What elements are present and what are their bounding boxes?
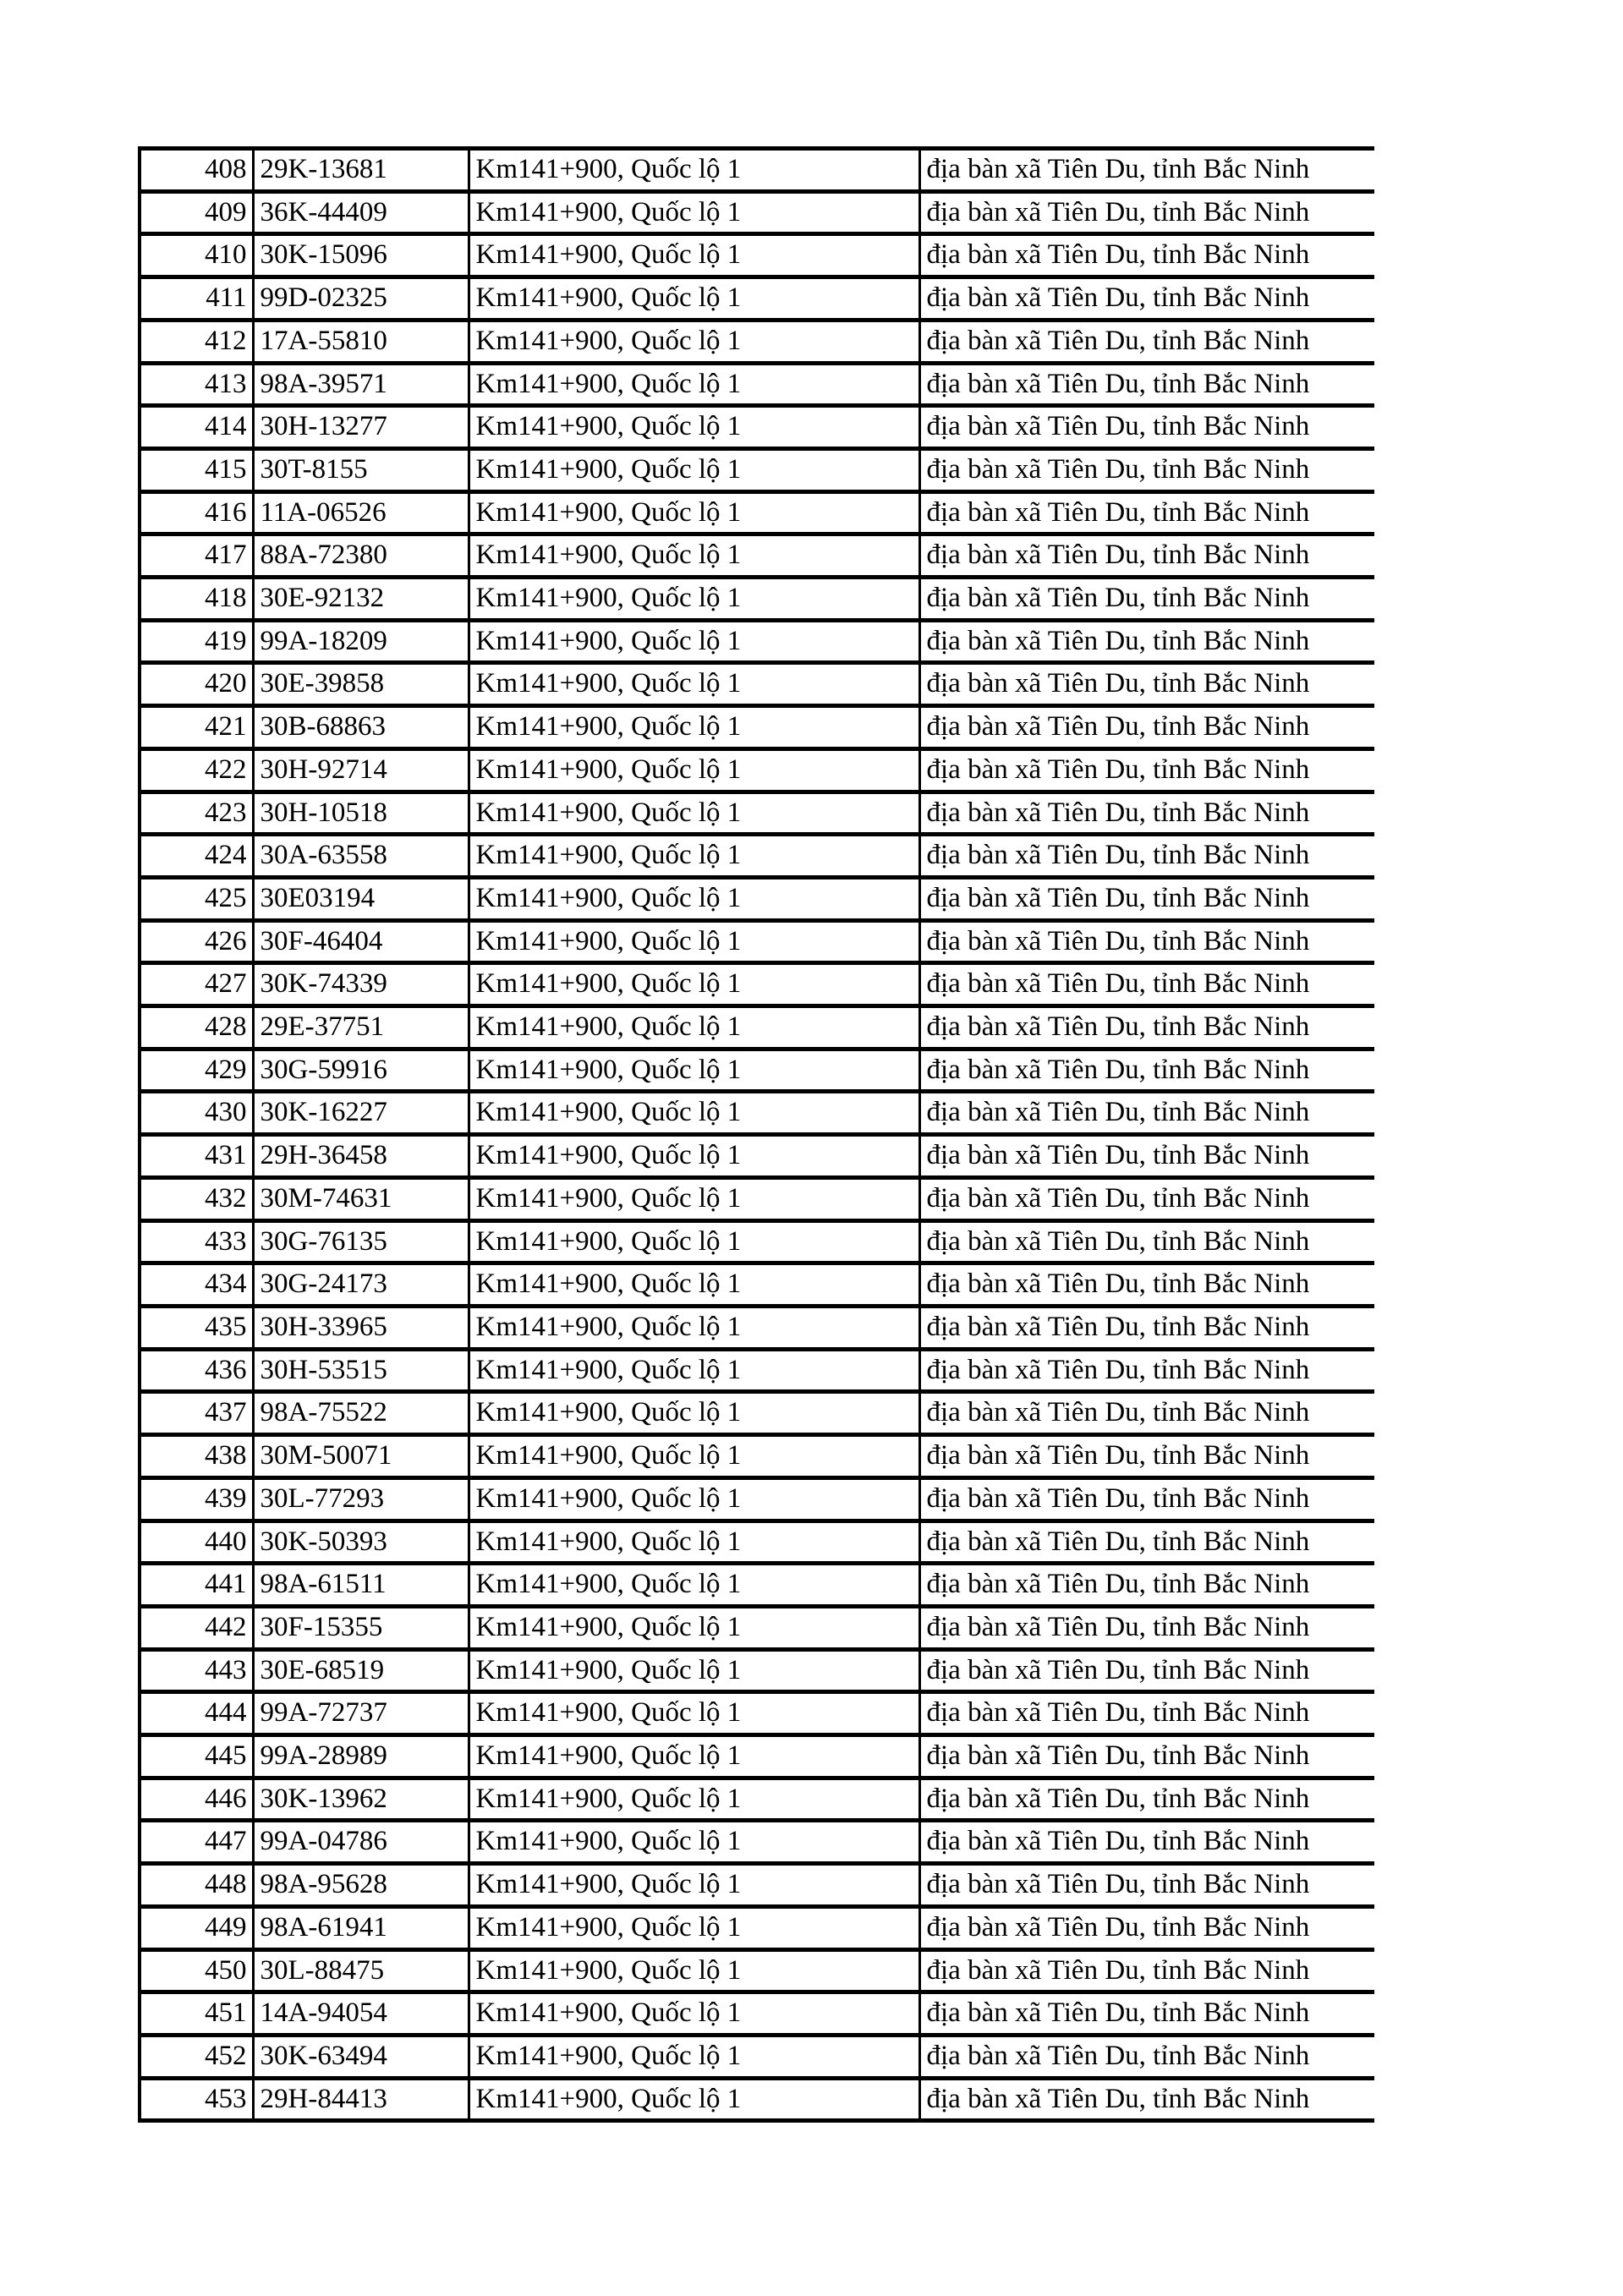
cell-index: 450 (140, 1949, 253, 1992)
cell-area: địa bàn xã Tiên Du, tỉnh Bắc Ninh (919, 578, 1374, 621)
table-row (140, 1606, 1374, 1649)
cell-area: địa bàn xã Tiên Du, tỉnh Bắc Ninh (919, 1735, 1374, 1778)
cell-area: địa bàn xã Tiên Du, tỉnh Bắc Ninh (919, 363, 1374, 406)
cell-area: địa bàn xã Tiên Du, tỉnh Bắc Ninh (919, 1177, 1374, 1220)
table-row (140, 363, 1374, 406)
cell-plate: 30K-13962 (253, 1778, 469, 1821)
cell-location: Km141+900, Quốc lộ 1 (469, 1521, 919, 1564)
cell-location: Km141+900, Quốc lộ 1 (469, 1649, 919, 1692)
cell-area: địa bàn xã Tiên Du, tỉnh Bắc Ninh (919, 2035, 1374, 2078)
table-row (140, 792, 1374, 835)
cell-plate: 30E-68519 (253, 1649, 469, 1692)
cell-plate: 30K-16227 (253, 1092, 469, 1135)
cell-index: 436 (140, 1349, 253, 1392)
cell-location: Km141+900, Quốc lộ 1 (469, 234, 919, 277)
table-row (140, 835, 1374, 878)
table-row (140, 320, 1374, 363)
cell-index: 453 (140, 2078, 253, 2121)
cell-area: địa bàn xã Tiên Du, tỉnh Bắc Ninh (919, 1092, 1374, 1135)
cell-location: Km141+900, Quốc lộ 1 (469, 1349, 919, 1392)
cell-location: Km141+900, Quốc lộ 1 (469, 1092, 919, 1135)
cell-plate: 30E-39858 (253, 663, 469, 706)
cell-index: 426 (140, 920, 253, 963)
cell-index: 416 (140, 491, 253, 534)
table-row (140, 877, 1374, 920)
cell-location: Km141+900, Quốc lộ 1 (469, 877, 919, 920)
cell-area: địa bàn xã Tiên Du, tỉnh Bắc Ninh (919, 149, 1374, 192)
cell-area: địa bàn xã Tiên Du, tỉnh Bắc Ninh (919, 1435, 1374, 1478)
cell-plate: 30M-50071 (253, 1435, 469, 1478)
table-row (140, 1177, 1374, 1220)
table-row (140, 706, 1374, 749)
cell-plate: 30E-92132 (253, 578, 469, 621)
cell-index: 420 (140, 663, 253, 706)
table-row (140, 191, 1374, 234)
table-row (140, 1306, 1374, 1349)
table-row (140, 1992, 1374, 2036)
cell-plate: 30B-68863 (253, 706, 469, 749)
cell-index: 425 (140, 877, 253, 920)
cell-area: địa bàn xã Tiên Du, tỉnh Bắc Ninh (919, 1778, 1374, 1821)
cell-index: 413 (140, 363, 253, 406)
cell-index: 443 (140, 1649, 253, 1692)
vehicle-table (138, 146, 1374, 2123)
table-row (140, 1821, 1374, 1864)
cell-plate: 30K-74339 (253, 963, 469, 1006)
cell-area: địa bàn xã Tiên Du, tỉnh Bắc Ninh (919, 1606, 1374, 1649)
cell-area: địa bàn xã Tiên Du, tỉnh Bắc Ninh (919, 448, 1374, 491)
cell-index: 444 (140, 1692, 253, 1735)
table-row (140, 1263, 1374, 1307)
cell-area: địa bàn xã Tiên Du, tỉnh Bắc Ninh (919, 1477, 1374, 1521)
cell-area: địa bàn xã Tiên Du, tỉnh Bắc Ninh (919, 1821, 1374, 1864)
cell-area: địa bàn xã Tiên Du, tỉnh Bắc Ninh (919, 748, 1374, 792)
cell-plate: 30G-76135 (253, 1220, 469, 1263)
cell-location: Km141+900, Quốc lộ 1 (469, 1220, 919, 1263)
cell-index: 415 (140, 448, 253, 491)
cell-plate: 99A-18209 (253, 620, 469, 663)
cell-area: địa bàn xã Tiên Du, tỉnh Bắc Ninh (919, 1521, 1374, 1564)
table-row (140, 1692, 1374, 1735)
cell-area: địa bàn xã Tiên Du, tỉnh Bắc Ninh (919, 1864, 1374, 1907)
table-row (140, 748, 1374, 792)
cell-area: địa bàn xã Tiên Du, tỉnh Bắc Ninh (919, 1049, 1374, 1092)
cell-location: Km141+900, Quốc lộ 1 (469, 1606, 919, 1649)
cell-area: địa bàn xã Tiên Du, tỉnh Bắc Ninh (919, 1564, 1374, 1607)
cell-plate: 30H-10518 (253, 792, 469, 835)
cell-location: Km141+900, Quốc lộ 1 (469, 363, 919, 406)
cell-index: 411 (140, 277, 253, 321)
cell-plate: 29K-13681 (253, 149, 469, 192)
cell-plate: 29E-37751 (253, 1006, 469, 1049)
cell-index: 437 (140, 1392, 253, 1435)
cell-location: Km141+900, Quốc lộ 1 (469, 448, 919, 491)
cell-location: Km141+900, Quốc lộ 1 (469, 320, 919, 363)
cell-location: Km141+900, Quốc lộ 1 (469, 1692, 919, 1735)
cell-location: Km141+900, Quốc lộ 1 (469, 1778, 919, 1821)
cell-plate: 99A-72737 (253, 1692, 469, 1735)
cell-location: Km141+900, Quốc lộ 1 (469, 963, 919, 1006)
cell-location: Km141+900, Quốc lộ 1 (469, 1564, 919, 1607)
cell-index: 431 (140, 1135, 253, 1178)
table-row (140, 1435, 1374, 1478)
cell-index: 424 (140, 835, 253, 878)
cell-area: địa bàn xã Tiên Du, tỉnh Bắc Ninh (919, 406, 1374, 449)
cell-index: 445 (140, 1735, 253, 1778)
table-row (140, 2078, 1374, 2121)
table-row (140, 1564, 1374, 1607)
cell-location: Km141+900, Quốc lộ 1 (469, 1135, 919, 1178)
cell-plate: 99D-02325 (253, 277, 469, 321)
cell-plate: 98A-95628 (253, 1864, 469, 1907)
cell-location: Km141+900, Quốc lộ 1 (469, 1049, 919, 1092)
cell-area: địa bàn xã Tiên Du, tỉnh Bắc Ninh (919, 320, 1374, 363)
cell-plate: 99A-28989 (253, 1735, 469, 1778)
cell-index: 447 (140, 1821, 253, 1864)
cell-plate: 30M-74631 (253, 1177, 469, 1220)
cell-area: địa bàn xã Tiên Du, tỉnh Bắc Ninh (919, 534, 1374, 578)
table-row (140, 920, 1374, 963)
cell-location: Km141+900, Quốc lộ 1 (469, 1949, 919, 1992)
table-row (140, 1006, 1374, 1049)
cell-location: Km141+900, Quốc lộ 1 (469, 1392, 919, 1435)
cell-plate: 30G-59916 (253, 1049, 469, 1092)
cell-plate: 30F-46404 (253, 920, 469, 963)
table-row (140, 406, 1374, 449)
cell-index: 427 (140, 963, 253, 1006)
cell-plate: 98A-39571 (253, 363, 469, 406)
cell-plate: 30K-63494 (253, 2035, 469, 2078)
table-row (140, 1906, 1374, 1949)
cell-index: 419 (140, 620, 253, 663)
cell-index: 439 (140, 1477, 253, 1521)
cell-plate: 98A-61941 (253, 1906, 469, 1949)
cell-area: địa bàn xã Tiên Du, tỉnh Bắc Ninh (919, 620, 1374, 663)
table-row (140, 663, 1374, 706)
cell-area: địa bàn xã Tiên Du, tỉnh Bắc Ninh (919, 1349, 1374, 1392)
cell-location: Km141+900, Quốc lộ 1 (469, 2078, 919, 2121)
cell-index: 451 (140, 1992, 253, 2036)
cell-location: Km141+900, Quốc lộ 1 (469, 1864, 919, 1907)
cell-plate: 14A-94054 (253, 1992, 469, 2036)
cell-area: địa bàn xã Tiên Du, tỉnh Bắc Ninh (919, 706, 1374, 749)
cell-plate: 30L-88475 (253, 1949, 469, 1992)
table-row (140, 1349, 1374, 1392)
cell-index: 441 (140, 1564, 253, 1607)
cell-plate: 11A-06526 (253, 491, 469, 534)
cell-plate: 30K-50393 (253, 1521, 469, 1564)
table-row (140, 234, 1374, 277)
table-row (140, 277, 1374, 321)
cell-index: 442 (140, 1606, 253, 1649)
cell-area: địa bàn xã Tiên Du, tỉnh Bắc Ninh (919, 920, 1374, 963)
cell-index: 452 (140, 2035, 253, 2078)
cell-plate: 30T-8155 (253, 448, 469, 491)
cell-area: địa bàn xã Tiên Du, tỉnh Bắc Ninh (919, 1306, 1374, 1349)
cell-location: Km141+900, Quốc lộ 1 (469, 491, 919, 534)
cell-plate: 17A-55810 (253, 320, 469, 363)
cell-area: địa bàn xã Tiên Du, tỉnh Bắc Ninh (919, 1649, 1374, 1692)
cell-plate: 98A-75522 (253, 1392, 469, 1435)
cell-index: 428 (140, 1006, 253, 1049)
cell-index: 421 (140, 706, 253, 749)
cell-area: địa bàn xã Tiên Du, tỉnh Bắc Ninh (919, 234, 1374, 277)
cell-location: Km141+900, Quốc lộ 1 (469, 534, 919, 578)
cell-plate: 88A-72380 (253, 534, 469, 578)
cell-index: 434 (140, 1263, 253, 1307)
cell-index: 429 (140, 1049, 253, 1092)
cell-location: Km141+900, Quốc lộ 1 (469, 1477, 919, 1521)
cell-plate: 30E03194 (253, 877, 469, 920)
table-row (140, 1135, 1374, 1178)
table-row (140, 1049, 1374, 1092)
table-row (140, 963, 1374, 1006)
cell-location: Km141+900, Quốc lộ 1 (469, 1906, 919, 1949)
cell-index: 414 (140, 406, 253, 449)
cell-index: 408 (140, 149, 253, 192)
table-row (140, 1092, 1374, 1135)
cell-index: 438 (140, 1435, 253, 1478)
table-row (140, 448, 1374, 491)
cell-index: 446 (140, 1778, 253, 1821)
cell-plate: 30H-53515 (253, 1349, 469, 1392)
cell-area: địa bàn xã Tiên Du, tỉnh Bắc Ninh (919, 1220, 1374, 1263)
cell-plate: 30F-15355 (253, 1606, 469, 1649)
cell-index: 432 (140, 1177, 253, 1220)
table-row (140, 578, 1374, 621)
cell-plate: 30A-63558 (253, 835, 469, 878)
cell-plate: 36K-44409 (253, 191, 469, 234)
cell-index: 440 (140, 1521, 253, 1564)
cell-location: Km141+900, Quốc lộ 1 (469, 1735, 919, 1778)
cell-area: địa bàn xã Tiên Du, tỉnh Bắc Ninh (919, 1135, 1374, 1178)
table-row (140, 1649, 1374, 1692)
cell-location: Km141+900, Quốc lộ 1 (469, 191, 919, 234)
cell-index: 448 (140, 1864, 253, 1907)
cell-plate: 30H-33965 (253, 1306, 469, 1349)
cell-index: 449 (140, 1906, 253, 1949)
cell-location: Km141+900, Quốc lộ 1 (469, 578, 919, 621)
cell-area: địa bàn xã Tiên Du, tỉnh Bắc Ninh (919, 1263, 1374, 1307)
cell-plate: 30H-13277 (253, 406, 469, 449)
cell-area: địa bàn xã Tiên Du, tỉnh Bắc Ninh (919, 191, 1374, 234)
cell-location: Km141+900, Quốc lộ 1 (469, 748, 919, 792)
cell-location: Km141+900, Quốc lộ 1 (469, 149, 919, 192)
cell-area: địa bàn xã Tiên Du, tỉnh Bắc Ninh (919, 1992, 1374, 2036)
cell-area: địa bàn xã Tiên Du, tỉnh Bắc Ninh (919, 877, 1374, 920)
cell-location: Km141+900, Quốc lộ 1 (469, 1306, 919, 1349)
cell-plate: 30K-15096 (253, 234, 469, 277)
cell-plate: 30H-92714 (253, 748, 469, 792)
cell-location: Km141+900, Quốc lộ 1 (469, 663, 919, 706)
table-row (140, 620, 1374, 663)
cell-location: Km141+900, Quốc lộ 1 (469, 706, 919, 749)
cell-location: Km141+900, Quốc lộ 1 (469, 1821, 919, 1864)
table-row (140, 1735, 1374, 1778)
table-row (140, 1521, 1374, 1564)
cell-index: 412 (140, 320, 253, 363)
cell-location: Km141+900, Quốc lộ 1 (469, 1263, 919, 1307)
cell-index: 422 (140, 748, 253, 792)
table-row (140, 1392, 1374, 1435)
cell-index: 430 (140, 1092, 253, 1135)
table-row (140, 149, 1374, 192)
cell-index: 409 (140, 191, 253, 234)
cell-plate: 98A-61511 (253, 1564, 469, 1607)
cell-index: 417 (140, 534, 253, 578)
cell-location: Km141+900, Quốc lộ 1 (469, 920, 919, 963)
table-row (140, 2035, 1374, 2078)
cell-location: Km141+900, Quốc lộ 1 (469, 277, 919, 321)
cell-plate: 99A-04786 (253, 1821, 469, 1864)
cell-area: địa bàn xã Tiên Du, tỉnh Bắc Ninh (919, 1392, 1374, 1435)
table-row (140, 534, 1374, 578)
cell-area: địa bàn xã Tiên Du, tỉnh Bắc Ninh (919, 663, 1374, 706)
table-row (140, 1949, 1374, 1992)
table-row (140, 1220, 1374, 1263)
cell-index: 435 (140, 1306, 253, 1349)
cell-location: Km141+900, Quốc lộ 1 (469, 1177, 919, 1220)
cell-plate: 29H-36458 (253, 1135, 469, 1178)
cell-index: 418 (140, 578, 253, 621)
cell-area: địa bàn xã Tiên Du, tỉnh Bắc Ninh (919, 1006, 1374, 1049)
vehicle-table-body (140, 149, 1374, 2121)
cell-location: Km141+900, Quốc lộ 1 (469, 1435, 919, 1478)
cell-area: địa bàn xã Tiên Du, tỉnh Bắc Ninh (919, 963, 1374, 1006)
cell-area: địa bàn xã Tiên Du, tỉnh Bắc Ninh (919, 1906, 1374, 1949)
cell-index: 410 (140, 234, 253, 277)
cell-location: Km141+900, Quốc lộ 1 (469, 835, 919, 878)
cell-location: Km141+900, Quốc lộ 1 (469, 1992, 919, 2036)
cell-area: địa bàn xã Tiên Du, tỉnh Bắc Ninh (919, 1692, 1374, 1735)
cell-area: địa bàn xã Tiên Du, tỉnh Bắc Ninh (919, 792, 1374, 835)
cell-location: Km141+900, Quốc lộ 1 (469, 792, 919, 835)
cell-area: địa bàn xã Tiên Du, tỉnh Bắc Ninh (919, 1949, 1374, 1992)
table-row (140, 1864, 1374, 1907)
cell-plate: 29H-84413 (253, 2078, 469, 2121)
cell-location: Km141+900, Quốc lộ 1 (469, 620, 919, 663)
cell-location: Km141+900, Quốc lộ 1 (469, 406, 919, 449)
cell-area: địa bàn xã Tiên Du, tỉnh Bắc Ninh (919, 491, 1374, 534)
table-row (140, 491, 1374, 534)
cell-area: địa bàn xã Tiên Du, tỉnh Bắc Ninh (919, 277, 1374, 321)
cell-location: Km141+900, Quốc lộ 1 (469, 1006, 919, 1049)
cell-plate: 30L-77293 (253, 1477, 469, 1521)
cell-index: 423 (140, 792, 253, 835)
cell-location: Km141+900, Quốc lộ 1 (469, 2035, 919, 2078)
table-row (140, 1778, 1374, 1821)
cell-area: địa bàn xã Tiên Du, tỉnh Bắc Ninh (919, 835, 1374, 878)
cell-area: địa bàn xã Tiên Du, tỉnh Bắc Ninh (919, 2078, 1374, 2121)
cell-plate: 30G-24173 (253, 1263, 469, 1307)
table-row (140, 1477, 1374, 1521)
cell-index: 433 (140, 1220, 253, 1263)
